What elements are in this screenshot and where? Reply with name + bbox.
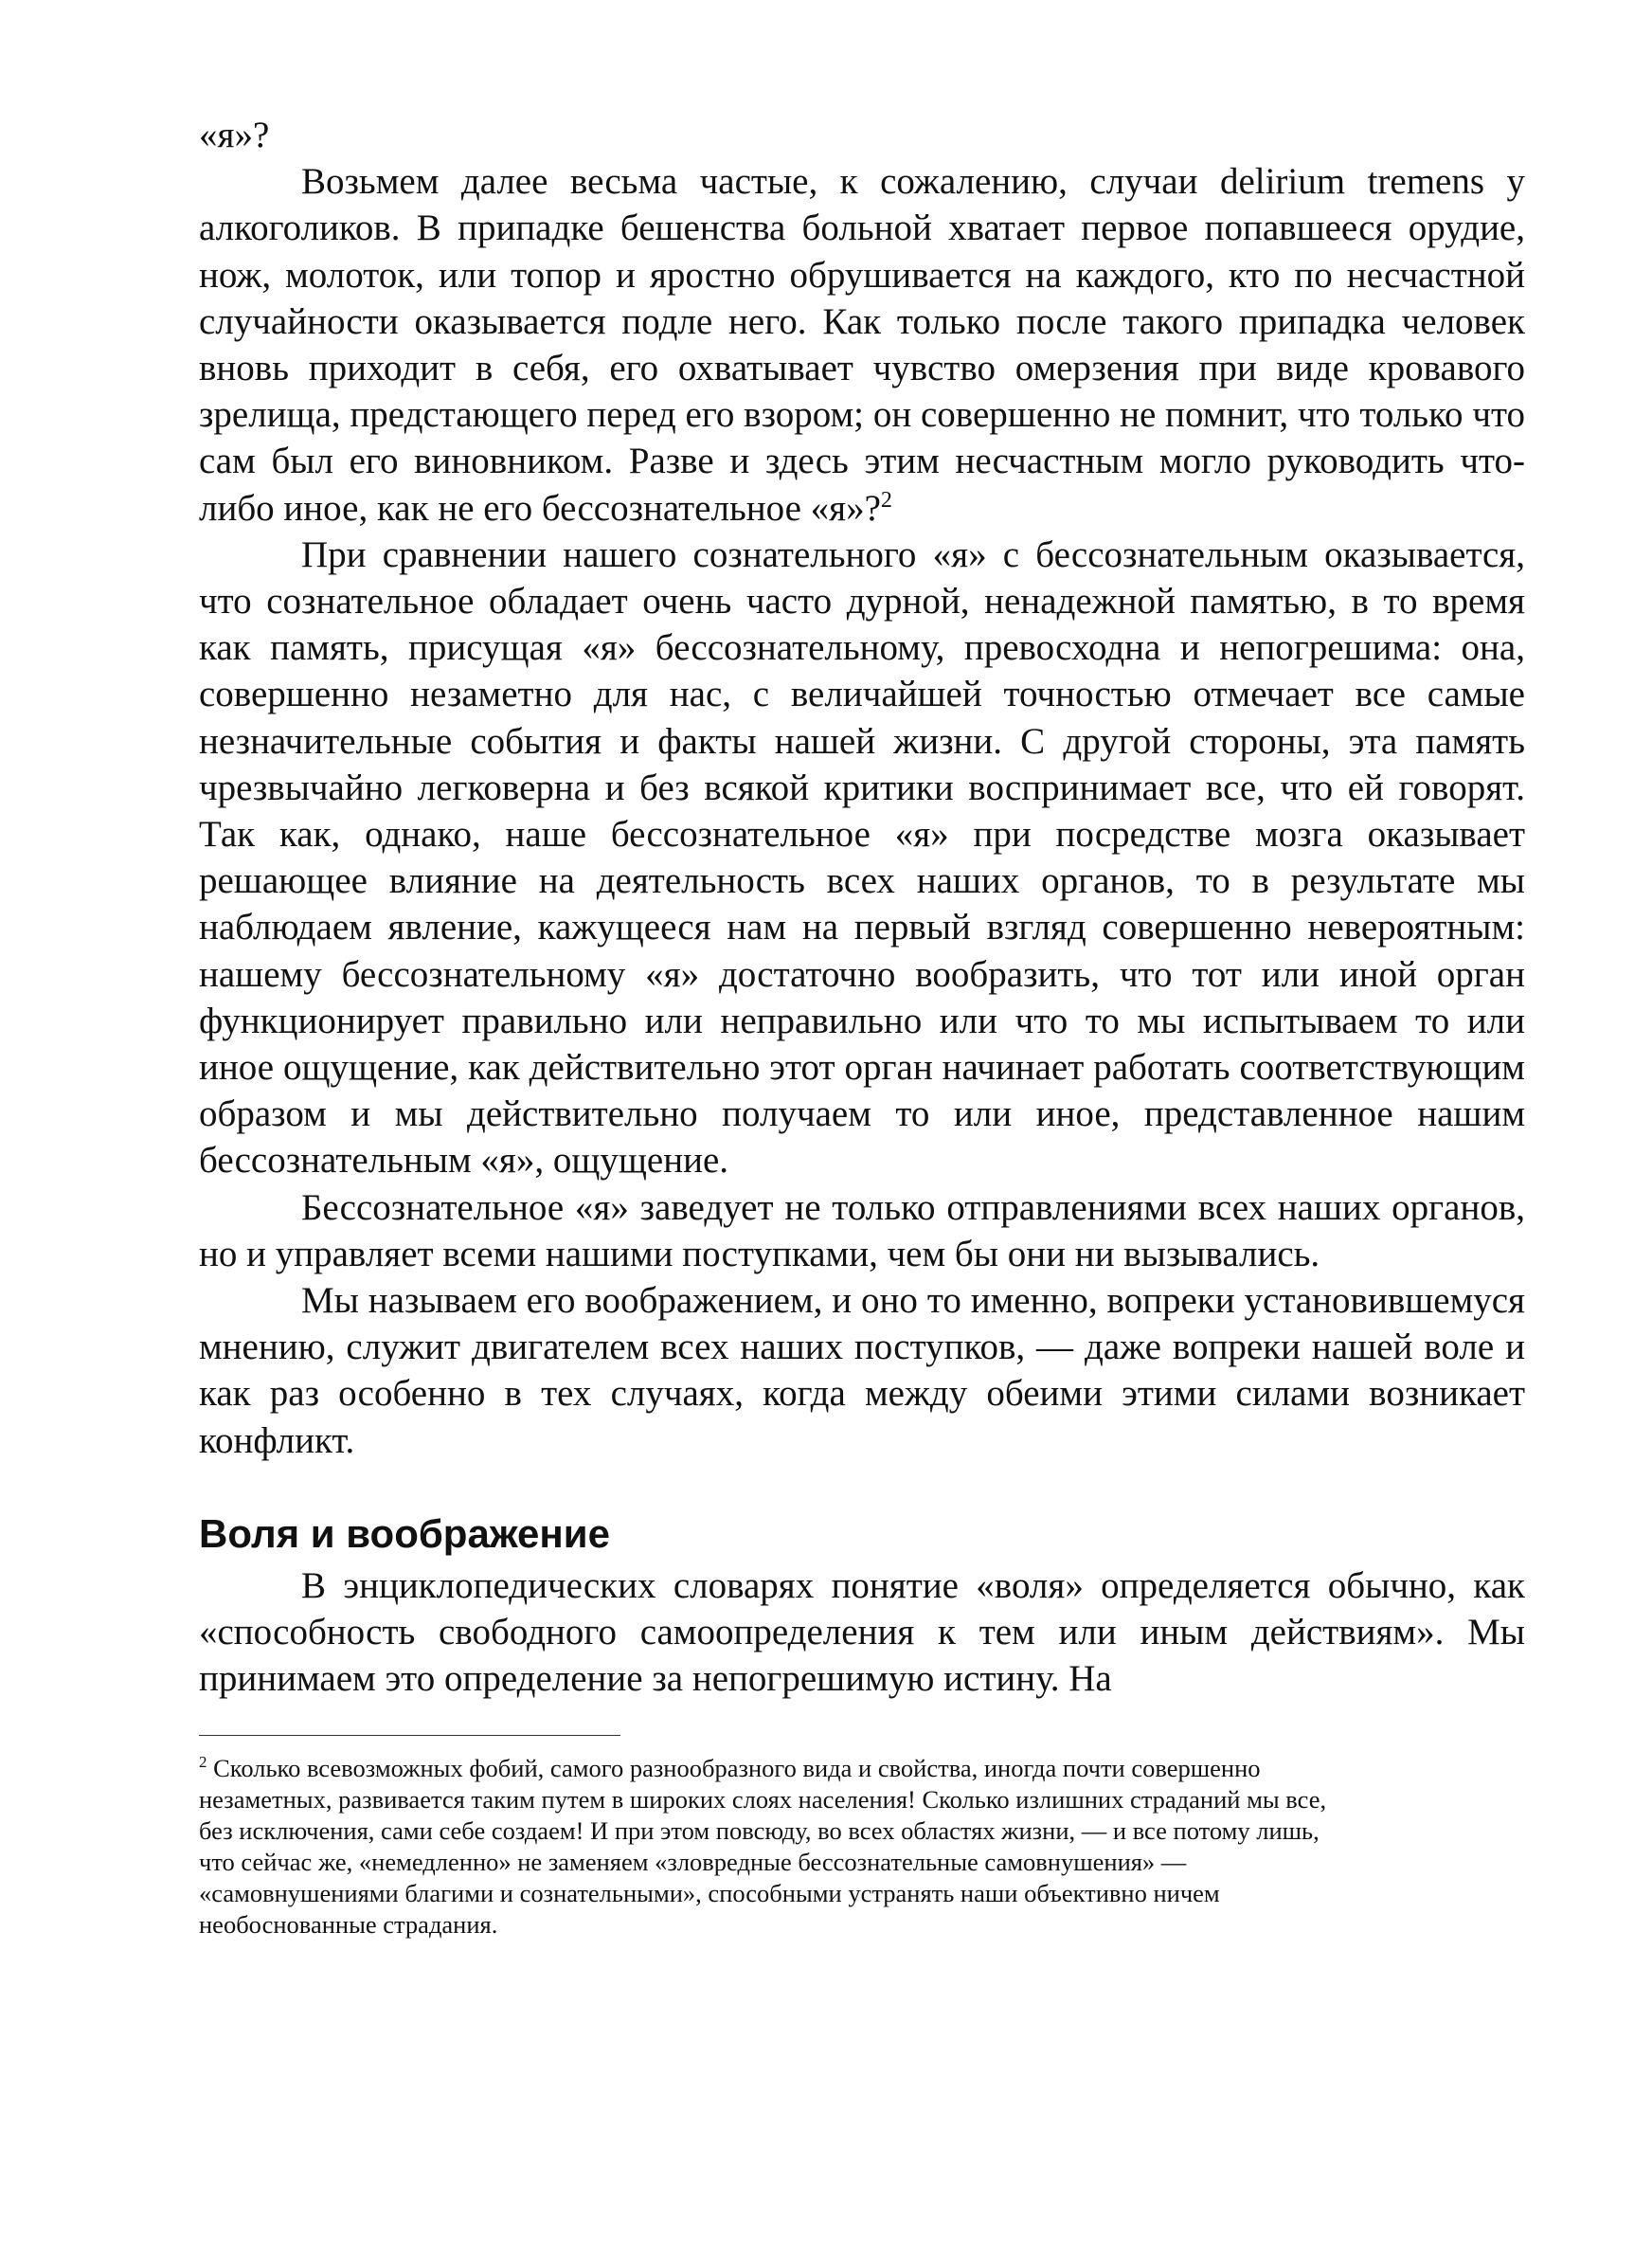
- footnote-line: незаметных, развивается таким путем в широких слоях населения! Сколько излишних страданий мы все,: [199, 1784, 1327, 1814]
- footnote-line: [199, 1753, 1525, 1784]
- paragraph-text: Мы называем его воображением, и оно то именно, вопреки установившемуся мнению, служит двигателем всех наших поступков, — даже вопреки нашей воле и как раз особенно в тех случаях, когда между обеими этими силами возникает конфликт.: [199, 1280, 1525, 1461]
- paragraph-imagination: [199, 1277, 1525, 1464]
- paragraph-will-definition: [199, 1562, 1525, 1703]
- paragraph-unconscious: [199, 1184, 1525, 1277]
- footnote-divider: [199, 1735, 620, 1736]
- footnote-text: Сколько всевозможных фобий, самого разнообразного вида и свойства, иногда почти совершенно: [206, 1753, 1261, 1782]
- footnote: [199, 1753, 1525, 1941]
- footnote-mark: 2: [199, 1752, 207, 1771]
- paragraph-delirium: [199, 158, 1525, 532]
- paragraph-memory: [199, 532, 1525, 1184]
- footnote-line: без исключения, сами себе создаем! И при этом повсюду, во всех областях жизни, — и все потому лишь,: [199, 1815, 1320, 1845]
- footnote-line: необоснованные страдания.: [199, 1909, 498, 1939]
- document-page: [199, 112, 1525, 1941]
- footnote-line: «самовнушениями благими и сознательными», способными устранять наши объективно ничем: [199, 1878, 1220, 1907]
- section-heading: Воля и воображение: [199, 1510, 610, 1556]
- paragraph-text: «я»?: [199, 115, 270, 155]
- paragraph-fragment: [199, 112, 1525, 158]
- paragraph-text: Возьмем далее весьма частые, к сожалению, случаи delirium tremens у алкоголиков. В припадке бешенства больной хватает первое попавшееся орудие, нож, молоток, или топор и яростно обрушивается на каждого, кто по несчастной случайности оказывается подле него. Как только после такого припадка человек вновь приходит в себя, его охватывает чувство омерзения при виде кровавого зрелища, предстающего перед его взором; он совершенно не помнит, что только что сам был его виновником. Разве и здесь этим несчастным могло руководить что-либо иное, как не его бессознательное «я»?: [199, 161, 1525, 529]
- paragraph-text: При сравнении нашего сознательного «я» с бессознательным оказывается, что сознательное обладает очень часто дурной, ненадежной памятью, в то время как память, присущая «я» бессознательному, превосходна и непогрешима: она, совершенно незаметно для нас, с величайшей точностью отмечает все самые незначительные события и факты нашей жизни. С другой стороны, эта память чрезвычайно легковерна и без всякой критики воспринимает все, что ей говорят. Так как, однако, наше бессознательное «я» при посредстве мозга оказывает решающее влияние на деятельность всех наших органов, то в результате мы наблюдаем явление, кажущееся нам на первый взгляд совершенно невероятным: нашему бессознательному «я» достаточно вообразить, что тот или иной орган функционирует правильно или неправильно или что то мы испытываем то или иное ощущение, как действительно этот орган начинает работать соответствующим образом и мы действительно получаем то или иное, представленное нашим бессознательным «я», ощущение.: [199, 533, 1525, 1182]
- footnote-reference[interactable]: 2: [880, 487, 892, 513]
- footnote-line: что сейчас же, «немедленно» не заменяем «зловредные бессознательные самовнушения» —: [199, 1847, 1187, 1876]
- paragraph-text: В энциклопедических словарях понятие «воля» определяется обычно, как «способность свободного самоопределения к тем или иным действиям». Мы принимаем это определение за непогрешимую истину. На: [199, 1564, 1525, 1700]
- paragraph-text: Бессознательное «я» заведует не только отправлениями всех наших органов, но и управляет всеми нашими поступками, чем бы они ни вызывались.: [199, 1186, 1525, 1274]
